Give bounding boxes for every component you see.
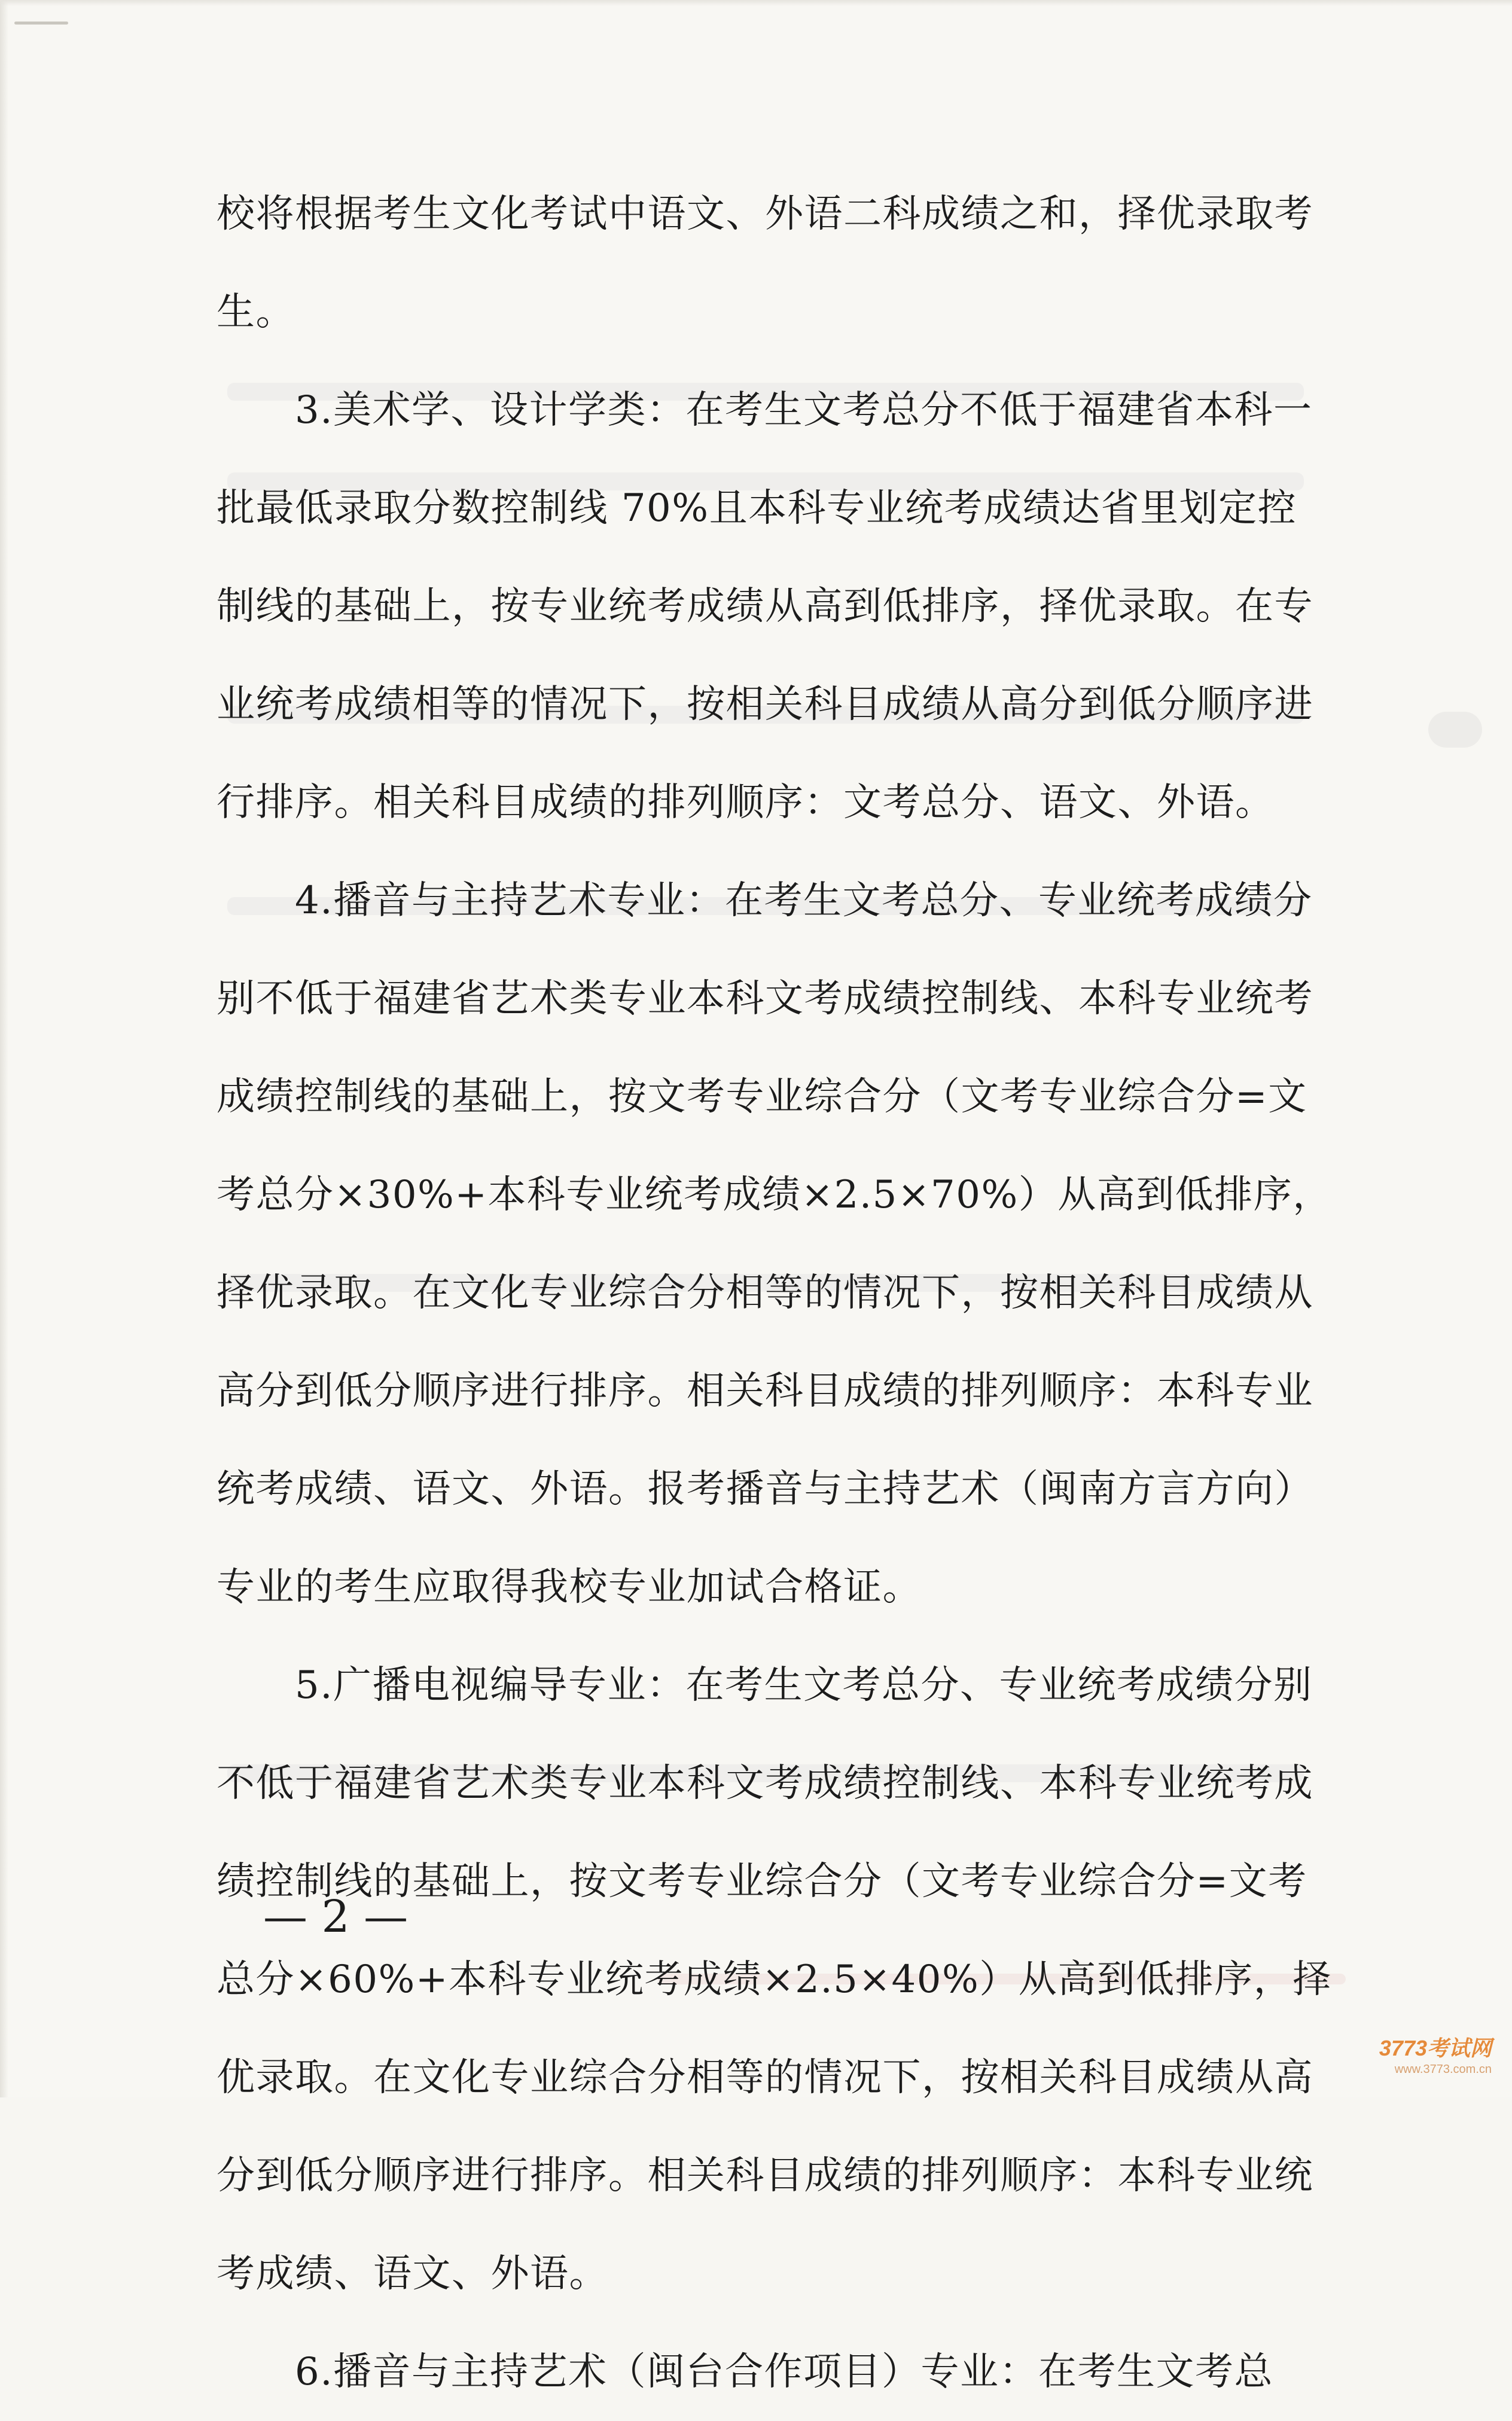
body-text — [217, 165, 1332, 2421]
site-watermark — [1354, 2035, 1492, 2083]
text-line: 生。 — [217, 290, 295, 334]
text-line: 绩控制线的基础上，按文考专业综合分（文考专业综合分=文考 — [217, 1859, 1307, 1904]
text-line: 统考成绩、语文、外语。报考播音与主持艺术（闽南方言方向） — [217, 1467, 1313, 1511]
text-line: 业统考成绩相等的情况下，按相关科目成绩从高分到低分顺序进 — [217, 682, 1313, 727]
scan-shadow-top — [0, 0, 1512, 6]
text-line: 优录取。在文化专业综合分相等的情况下，按相关科目成绩从高 — [217, 2056, 1313, 2100]
text-line: 考成绩、语文、外语。 — [217, 2252, 608, 2296]
text-line: 制线的基础上，按专业统考成绩从高到低排序，择优录取。在专 — [217, 584, 1313, 629]
text-line: 6.播音与主持艺术（闽台合作项目）专业：在考生文考总 — [217, 2350, 1274, 2394]
text-line: 考总分×30%+本科专业统考成绩×2.5×70%）从高到低排序， — [217, 1173, 1332, 1217]
watermark-url: www.3773.com.cn — [1394, 2063, 1492, 2076]
text-line: 别不低于福建省艺术类专业本科文考成绩控制线、本科专业统考 — [217, 977, 1313, 1021]
text-line: 分到低分顺序进行排序。相关科目成绩的排列顺序：本科专业统 — [217, 2154, 1313, 2198]
page-number: — 2 — — [263, 1891, 409, 1943]
text-line: 总分×60%+本科专业统考成绩×2.5×40%）从高到低排序，择 — [217, 1957, 1332, 2002]
text-line: 3.美术学、设计学类：在考生文考总分不低于福建省本科一 — [217, 388, 1313, 432]
text-line: 4.播音与主持艺术专业：在考生文考总分、专业统考成绩分 — [217, 879, 1313, 923]
text-line: 行排序。相关科目成绩的排列顺序：文考总分、语文、外语。 — [217, 780, 1275, 825]
text-line: 批最低录取分数控制线 70%且本科专业统考成绩达省里划定控 — [217, 486, 1297, 530]
text-line: 校将根据考生文化考试中语文、外语二科成绩之和，择优录取考 — [217, 192, 1313, 236]
text-line: 高分到低分顺序进行排序。相关科目成绩的排列顺序：本科专业 — [217, 1369, 1313, 1413]
text-line: 专业的考生应取得我校专业加试合格证。 — [217, 1565, 922, 1609]
show-through-spot — [1428, 712, 1482, 748]
scan-shadow-left — [0, 0, 8, 2097]
text-line: 择优录取。在文化专业综合分相等的情况下，按相关科目成绩从 — [217, 1271, 1313, 1315]
scan-mark — [14, 22, 68, 25]
text-line: 不低于福建省艺术类专业本科文考成绩控制线、本科专业统考成 — [217, 1761, 1313, 1806]
text-line: 成绩控制线的基础上，按文考专业综合分（文考专业综合分=文 — [217, 1075, 1307, 1119]
watermark-logo-text: 3773考试网 — [1379, 2036, 1492, 2060]
text-line: 5.广播电视编导专业：在考生文考总分、专业统考成绩分别 — [217, 1663, 1313, 1707]
